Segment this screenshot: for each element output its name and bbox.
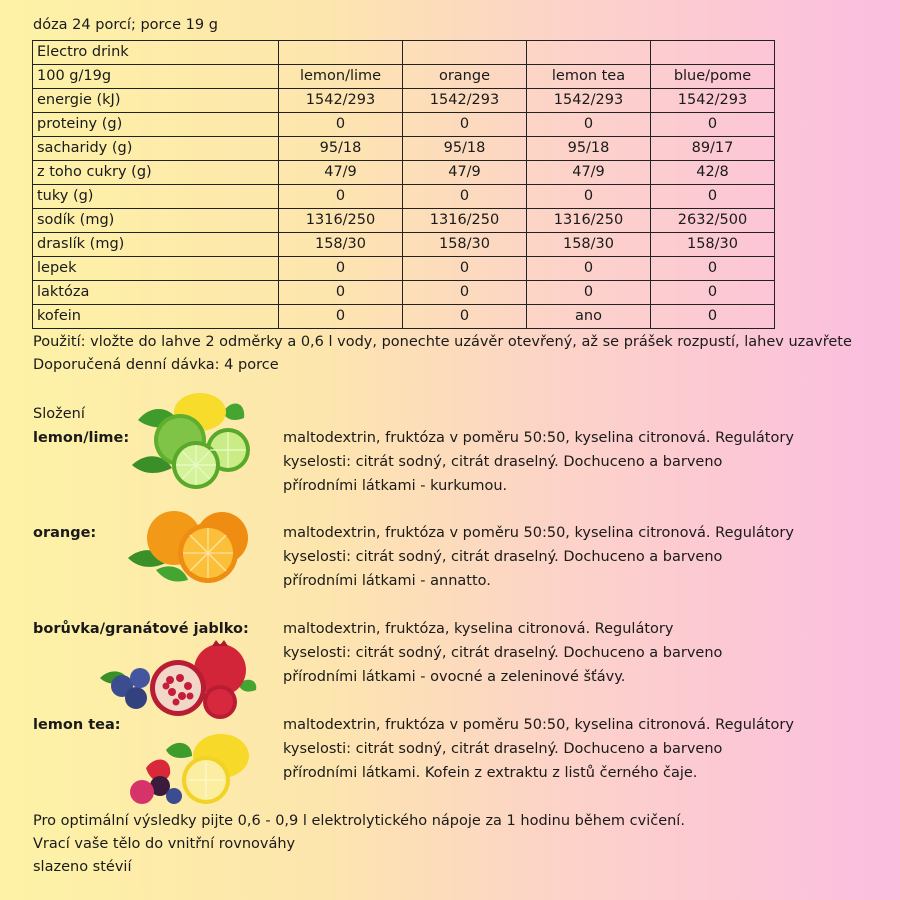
row-label: tuky (g) — [33, 185, 279, 209]
cell-value: 95/18 — [403, 137, 527, 161]
cell-value: 0 — [279, 281, 403, 305]
cell-value: 1542/293 — [651, 89, 775, 113]
blueberry-icon — [125, 687, 147, 709]
table-header-row — [33, 65, 775, 89]
cell-value: 0 — [651, 185, 775, 209]
cell-value: 0 — [527, 281, 651, 305]
row-label: draslík (mg) — [33, 233, 279, 257]
composition-lemon-lime — [283, 426, 794, 498]
cell-value: 0 — [279, 305, 403, 329]
composition-line: maltodextrin, fruktóza v poměru 50:50, kyselina citronová. Regulátory — [283, 430, 794, 446]
usage-instructions: Použití: vložte do lahve 2 odměrky a 0,6 l vody, ponechte uzávěr otevřený, až se prášek rozpustí, lahev uzavřete — [33, 334, 852, 350]
row-label: proteiny (g) — [33, 113, 279, 137]
table-row — [33, 257, 775, 281]
footer-recommendation: Pro optimální výsledky pijte 0,6 - 0,9 l elektrolytického nápoje za 1 hodinu během cvičení. — [33, 813, 685, 829]
flavor-header: orange — [403, 65, 527, 89]
flavor-name-lemon-lime: lemon/lime: — [33, 430, 130, 446]
table-row — [33, 305, 775, 329]
blueberry-icon — [166, 788, 182, 804]
cell-value: 0 — [651, 257, 775, 281]
leaf-icon — [166, 743, 192, 758]
table-row — [33, 209, 775, 233]
row-label: z toho cukry (g) — [33, 161, 279, 185]
row-label: kofein — [33, 305, 279, 329]
cell-value: 0 — [527, 185, 651, 209]
cell-value: 0 — [403, 113, 527, 137]
cell-value: 0 — [403, 305, 527, 329]
row-label: lepek — [33, 257, 279, 281]
composition-heading: Složení — [33, 406, 85, 422]
cell-value: 1316/250 — [403, 209, 527, 233]
cell-value: 0 — [651, 113, 775, 137]
blueberry-pomegranate-image — [100, 640, 260, 722]
flavor-header: lemon tea — [527, 65, 651, 89]
cell-value: 95/18 — [527, 137, 651, 161]
cell-value: 0 — [527, 257, 651, 281]
table-row — [33, 113, 775, 137]
row-label: laktóza — [33, 281, 279, 305]
cell-value: 0 — [279, 113, 403, 137]
cell-value: 1316/250 — [279, 209, 403, 233]
cell-value: 0 — [403, 185, 527, 209]
flavor-name-blueberry-pomegranate: borůvka/granátové jablko: — [33, 621, 249, 637]
cell-value: 89/17 — [651, 137, 775, 161]
cell-value: 1542/293 — [403, 89, 527, 113]
table-row — [33, 281, 775, 305]
composition-line: kyselosti: citrát sodný, citrát draselný. Dochuceno a barveno — [283, 741, 723, 757]
composition-line: přírodními látkami. Kofein z extraktu z listů černého čaje. — [283, 765, 698, 781]
cell-value: 42/8 — [651, 161, 775, 185]
cell-value: 47/9 — [527, 161, 651, 185]
flavor-header: lemon/lime — [279, 65, 403, 89]
cell-value: 0 — [651, 305, 775, 329]
table-row — [33, 185, 775, 209]
cell-value: 47/9 — [403, 161, 527, 185]
leaf-icon — [223, 403, 244, 420]
daily-dose: Doporučená denní dávka: 4 porce — [33, 357, 279, 373]
table-title-row — [33, 41, 775, 65]
table-row — [33, 233, 775, 257]
flavor-name-lemon-tea: lemon tea: — [33, 717, 121, 733]
orange-image — [126, 508, 256, 588]
cell-value: 47/9 — [279, 161, 403, 185]
row-label: energie (kJ) — [33, 89, 279, 113]
cell-value: 0 — [403, 281, 527, 305]
composition-line: kyselosti: citrát sodný, citrát draselný. Dochuceno a barveno — [283, 454, 723, 470]
footer-sweetener: slazeno stévií — [33, 859, 132, 875]
table-row — [33, 161, 775, 185]
table-row — [33, 89, 775, 113]
cell-value: 0 — [279, 257, 403, 281]
composition-lemon-tea — [283, 713, 794, 785]
composition-line: maltodextrin, fruktóza v poměru 50:50, kyselina citronová. Regulátory — [283, 525, 794, 541]
footer-balance: Vrací vaše tělo do vnitřní rovnováhy — [33, 836, 296, 852]
composition-line: přírodními látkami - kurkumou. — [283, 478, 508, 494]
composition-blueberry-pomegranate — [283, 617, 722, 689]
cell-value: 0 — [279, 185, 403, 209]
composition-line: maltodextrin, fruktóza v poměru 50:50, kyselina citronová. Regulátory — [283, 717, 794, 733]
row-label: sacharidy (g) — [33, 137, 279, 161]
row-label: sodík (mg) — [33, 209, 279, 233]
cell-value: 2632/500 — [651, 209, 775, 233]
composition-line: maltodextrin, fruktóza, kyselina citronová. Regulátory — [283, 621, 674, 637]
nutrition-table — [32, 40, 775, 329]
cell-value: 158/30 — [279, 233, 403, 257]
cell-value: 1542/293 — [527, 89, 651, 113]
per-unit-label: 100 g/19g — [33, 65, 279, 89]
lemon-lime-image — [128, 390, 258, 495]
composition-line: přírodními látkami - annatto. — [283, 573, 491, 589]
table-title: Electro drink — [33, 41, 279, 65]
cell-value: 158/30 — [651, 233, 775, 257]
cell-value: 158/30 — [527, 233, 651, 257]
cell-value: 0 — [651, 281, 775, 305]
composition-line: přírodními látkami - ovocné a zeleninové šťávy. — [283, 669, 626, 685]
flavor-header: blue/pome — [651, 65, 775, 89]
composition-line: kyselosti: citrát sodný, citrát draselný. Dochuceno a barveno — [283, 549, 723, 565]
composition-line: kyselosti: citrát sodný, citrát draselný. Dochuceno a barveno — [283, 645, 723, 661]
blueberry-icon — [130, 668, 150, 688]
flavor-name-orange: orange: — [33, 525, 97, 541]
cell-value: 0 — [403, 257, 527, 281]
raspberry-icon — [130, 780, 154, 804]
cell-value: 95/18 — [279, 137, 403, 161]
lemon-berries-image — [126, 728, 256, 810]
cell-value: 0 — [527, 113, 651, 137]
cell-value: ano — [527, 305, 651, 329]
composition-orange — [283, 521, 794, 593]
cell-value: 1316/250 — [527, 209, 651, 233]
cell-value: 1542/293 — [279, 89, 403, 113]
dose-info: dóza 24 porcí; porce 19 g — [33, 17, 218, 33]
cell-value: 158/30 — [403, 233, 527, 257]
table-row — [33, 137, 775, 161]
